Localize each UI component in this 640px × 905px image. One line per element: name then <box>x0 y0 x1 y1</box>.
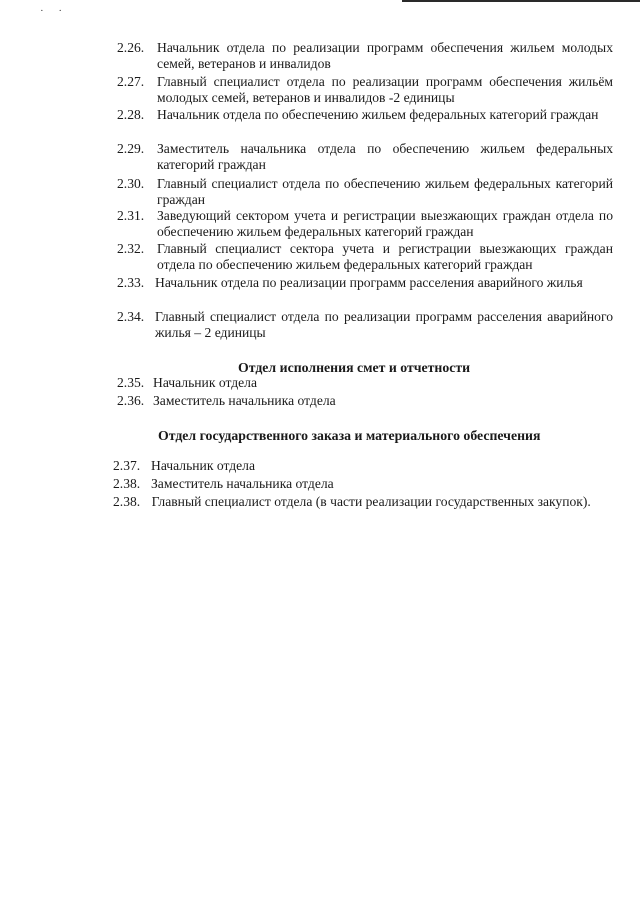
item-text: Главный специалист отдела по обеспечению жильем федеральных категорий граждан <box>157 176 613 207</box>
scan-dots: · · <box>40 5 69 17</box>
item-text: Начальник отдела <box>151 458 255 473</box>
item-number: 2.38. <box>113 494 141 509</box>
item-text: Начальник отдела по реализации программ обеспечения жильем молодых семей, ветеранов и инвалидов <box>157 40 613 71</box>
section-heading: Отдел исполнения смет и отчетности <box>238 360 471 375</box>
item-text: Заместитель начальника отдела по обеспечению жильем федеральных категорий граждан <box>157 141 613 172</box>
item-number: 2.29. <box>117 141 145 156</box>
item-number: 2.33. <box>117 275 145 290</box>
item-number: 2.28. <box>117 107 145 122</box>
item-text: Начальник отдела по обеспечению жильем федеральных категорий граждан <box>157 107 599 122</box>
item-text: Главный специалист отдела по реализации программ обеспечения жильём молодых семей, ветеранов и инвалидов -2 единицы <box>157 74 613 105</box>
item-text: Начальник отдела <box>153 375 257 390</box>
item-number: 2.32. <box>117 241 145 256</box>
item-text: Главный специалист отдела (в части реализации государственных закупок). <box>151 494 591 509</box>
item-text: Заместитель начальника отдела <box>151 476 334 491</box>
item-number: 2.27. <box>117 74 145 89</box>
item-number: 2.34. <box>117 309 145 324</box>
item-number: 2.36. <box>117 393 145 408</box>
item-number: 2.30. <box>117 176 145 191</box>
section-heading: Отдел государственного заказа и материального обеспечения <box>158 428 541 443</box>
item-text: Главный специалист отдела по реализации программ расселения аварийного жилья – 2 единицы <box>155 309 613 340</box>
item-number: 2.38. <box>113 476 141 491</box>
item-text: Начальник отдела по реализации программ расселения аварийного жилья <box>155 275 583 290</box>
item-number: 2.35. <box>117 375 145 390</box>
item-text: Заведующий сектором учета и регистрации выезжающих граждан отдела по обеспечению жильем федеральных категорий граждан <box>157 208 613 239</box>
item-number: 2.26. <box>117 40 145 55</box>
item-text: Главный специалист сектора учета и регистрации выезжающих граждан отдела по обеспечению жильем федеральных категорий граждан <box>157 241 613 272</box>
item-number: 2.37. <box>113 458 141 473</box>
scan-edge-mark <box>402 0 640 2</box>
list-item <box>113 494 613 510</box>
item-text: Заместитель начальника отдела <box>153 393 336 408</box>
item-number: 2.31. <box>117 208 145 223</box>
